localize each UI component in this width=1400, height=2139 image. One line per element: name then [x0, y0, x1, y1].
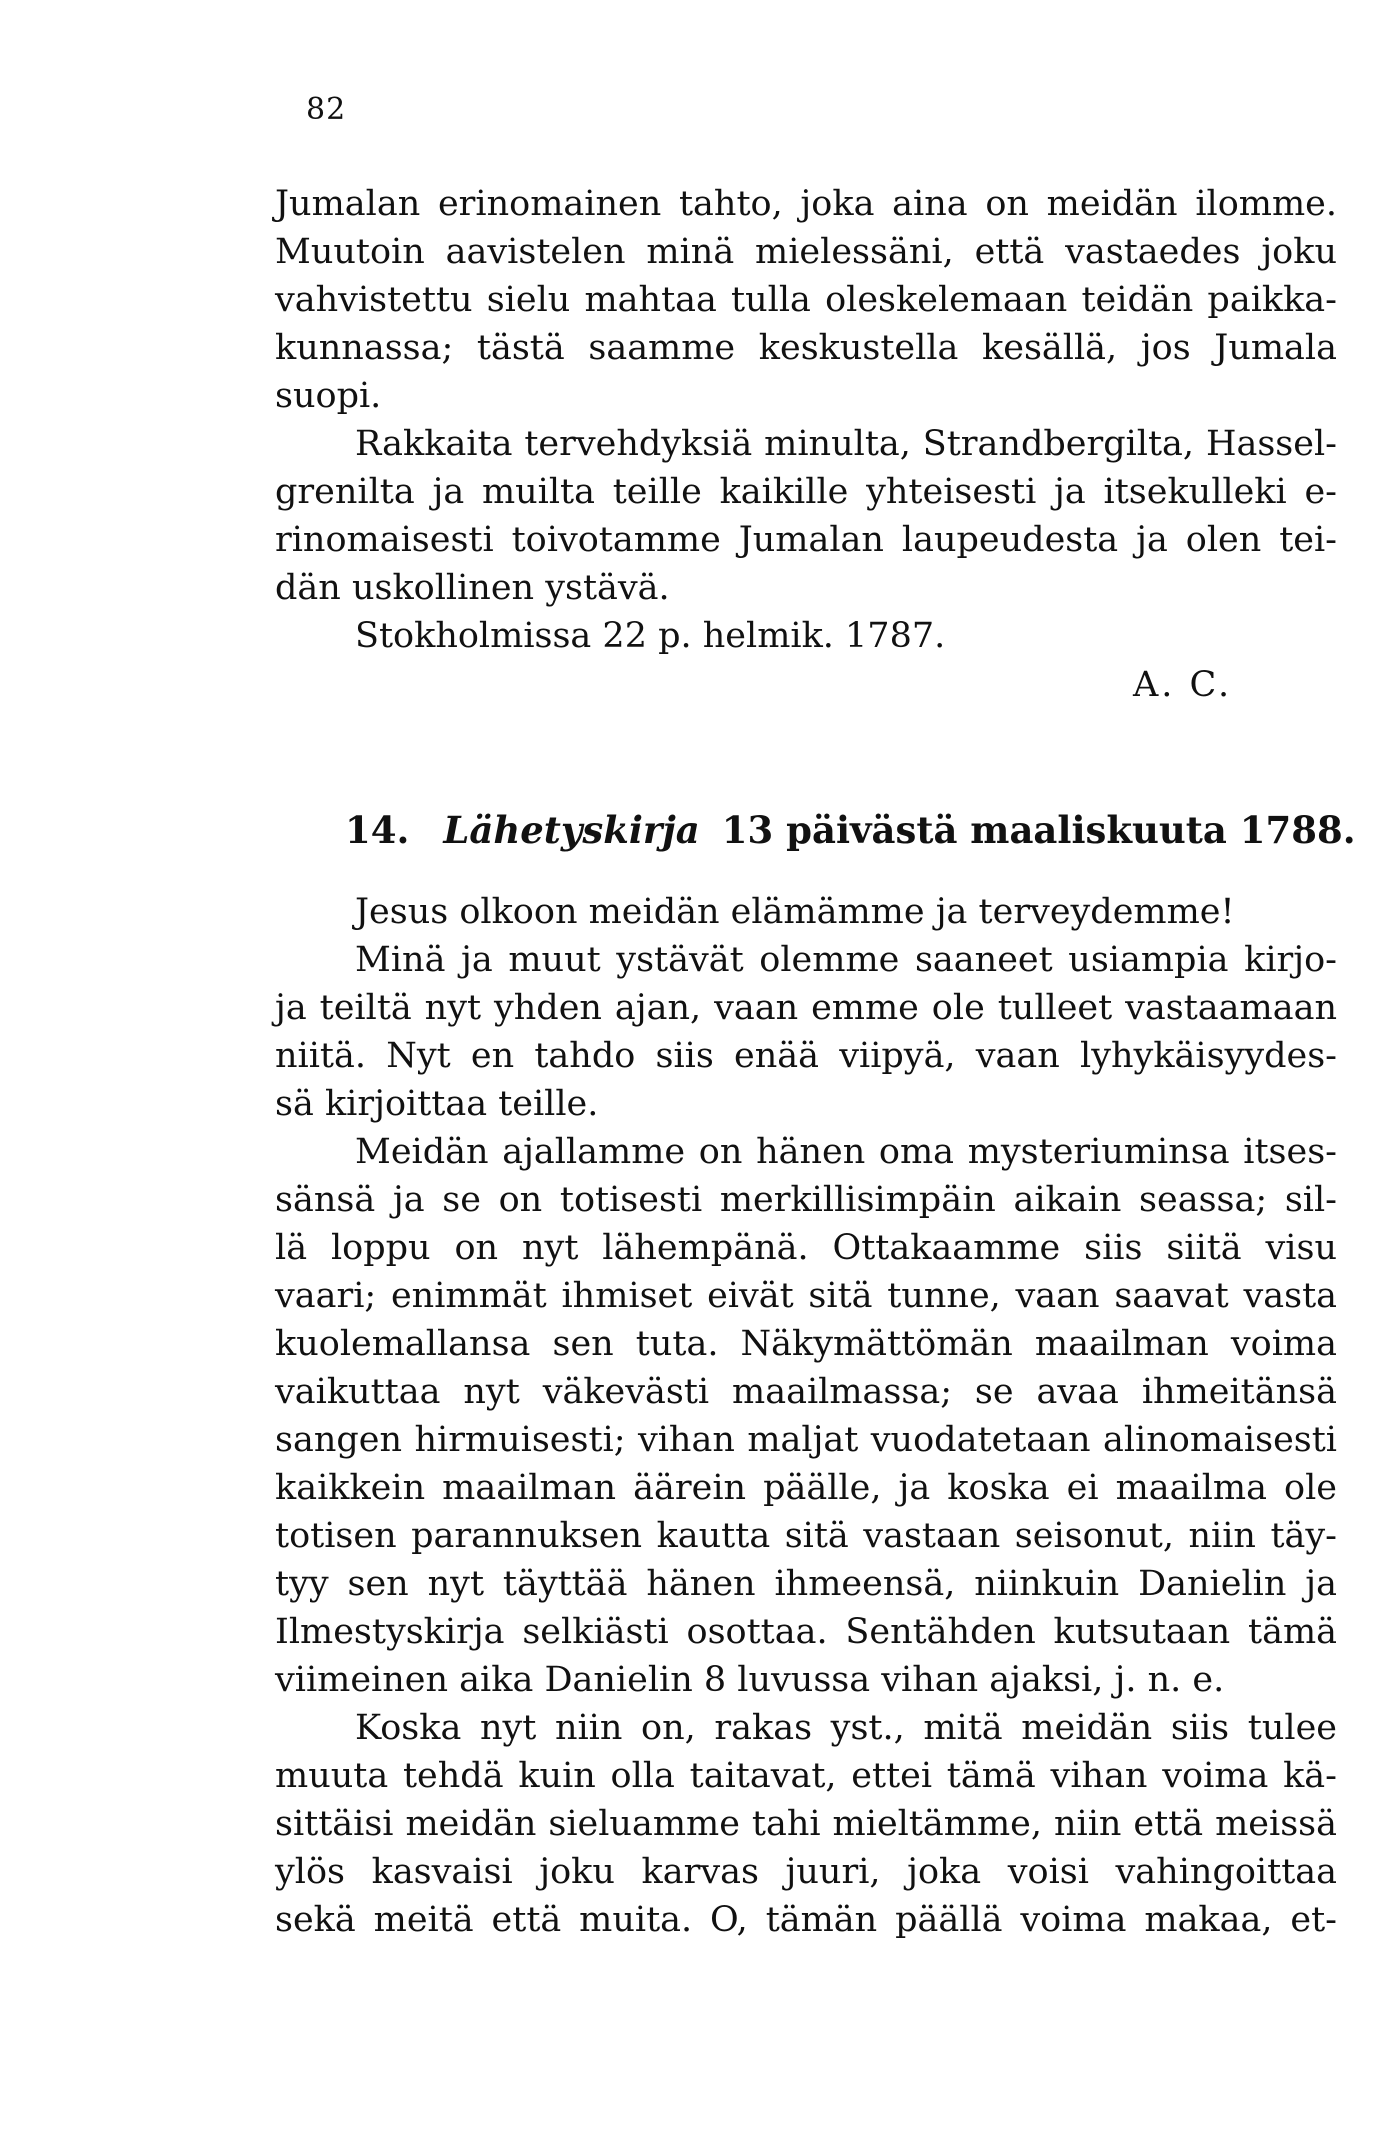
section-title-italic: Lähetyskirja: [443, 808, 700, 852]
text-line: vahvistettu sielu mahtaa tulla oleskelemaan teidän paikka-: [275, 280, 1337, 320]
text-line: viimeinen aika Danielin 8 luvussa vihan ajaksi, j. n. e.: [275, 1660, 1225, 1700]
dateline: Stokholmissa 22 p. helmik. 1787.: [355, 616, 946, 656]
text-line: vaari; enimmät ihmiset eivät sitä tunne, vaan saavat vasta: [275, 1276, 1337, 1316]
text-line: ja teiltä nyt yhden ajan, vaan emme ole tulleet vastaamaan: [275, 988, 1337, 1028]
text-line: dän uskollinen ystävä.: [275, 568, 670, 608]
text-line: sittäisi meidän sieluamme tahi mieltämme, niin että meissä: [275, 1804, 1337, 1844]
text-line: kunnassa; tästä saamme keskustella kesällä, jos Jumala: [275, 328, 1337, 368]
text-line: sangen hirmuisesti; vihan maljat vuodatetaan alinomaisesti: [275, 1420, 1337, 1460]
letter-2-body: [275, 888, 1337, 1944]
text-line: Koska nyt niin on, rakas yst., mitä meidän siis tulee: [355, 1708, 1337, 1748]
text-line: rinomaisesti toivotamme Jumalan laupeudesta ja olen tei-: [275, 520, 1337, 560]
text-line: Rakkaita tervehdyksiä minulta, Strandbergilta, Hassel-: [355, 424, 1337, 464]
text-line: Meidän ajallamme on hänen oma mysteriuminsa itses-: [355, 1132, 1337, 1172]
signature: A. C.: [1133, 665, 1233, 705]
text-line: sekä meitä että muita. O, tämän päällä voima makaa, et-: [275, 1900, 1337, 1940]
text-line: ylös kasvaisi joku karvas juuri, joka voisi vahingoittaa: [275, 1852, 1337, 1892]
text-line: sä kirjoittaa teille.: [275, 1084, 599, 1124]
text-line: niitä. Nyt en tahdo siis enää viipyä, vaan lyhykäisyydes-: [275, 1036, 1337, 1076]
text-line: Muutoin aavistelen minä mielessäni, että vastaedes joku: [275, 232, 1337, 272]
page-number: 82: [306, 92, 347, 127]
text-line: Ilmestyskirja selkiästi osottaa. Sentähden kutsutaan tämä: [275, 1612, 1337, 1652]
text-line: Jumalan erinomainen tahto, joka aina on meidän ilomme.: [275, 184, 1337, 224]
section-heading: [345, 808, 1356, 852]
letter-1-body: [275, 180, 1337, 660]
text-line: kaikkein maailman äärein päälle, ja koska ei maailma ole: [275, 1468, 1337, 1508]
text-line: sänsä ja se on totisesti merkillisimpäin aikain seassa; sil-: [275, 1180, 1337, 1220]
section-number: 14.: [345, 808, 410, 852]
text-line: suopi.: [275, 376, 382, 416]
text-line: muuta tehdä kuin olla taitavat, ettei tämä vihan voima kä-: [275, 1756, 1337, 1796]
text-line: lä loppu on nyt lähempänä. Ottakaamme siis siitä visu: [275, 1228, 1337, 1268]
text-line: kuolemallansa sen tuta. Näkymättömän maailman voima: [275, 1324, 1337, 1364]
text-line: totisen parannuksen kautta sitä vastaan seisonut, niin täy-: [275, 1516, 1337, 1556]
text-line: grenilta ja muilta teille kaikille yhteisesti ja itsekulleki e-: [275, 472, 1337, 512]
text-line: vaikuttaa nyt väkevästi maailmassa; se avaa ihmeitänsä: [275, 1372, 1337, 1412]
text-line: tyy sen nyt täyttää hänen ihmeensä, niinkuin Danielin ja: [275, 1564, 1337, 1604]
section-title-rest: 13 päivästä maaliskuuta 1788.: [721, 808, 1356, 852]
text-line: Jesus olkoon meidän elämämme ja terveydemme!: [355, 892, 1235, 932]
text-line: Minä ja muut ystävät olemme saaneet usiampia kirjo-: [355, 940, 1337, 980]
